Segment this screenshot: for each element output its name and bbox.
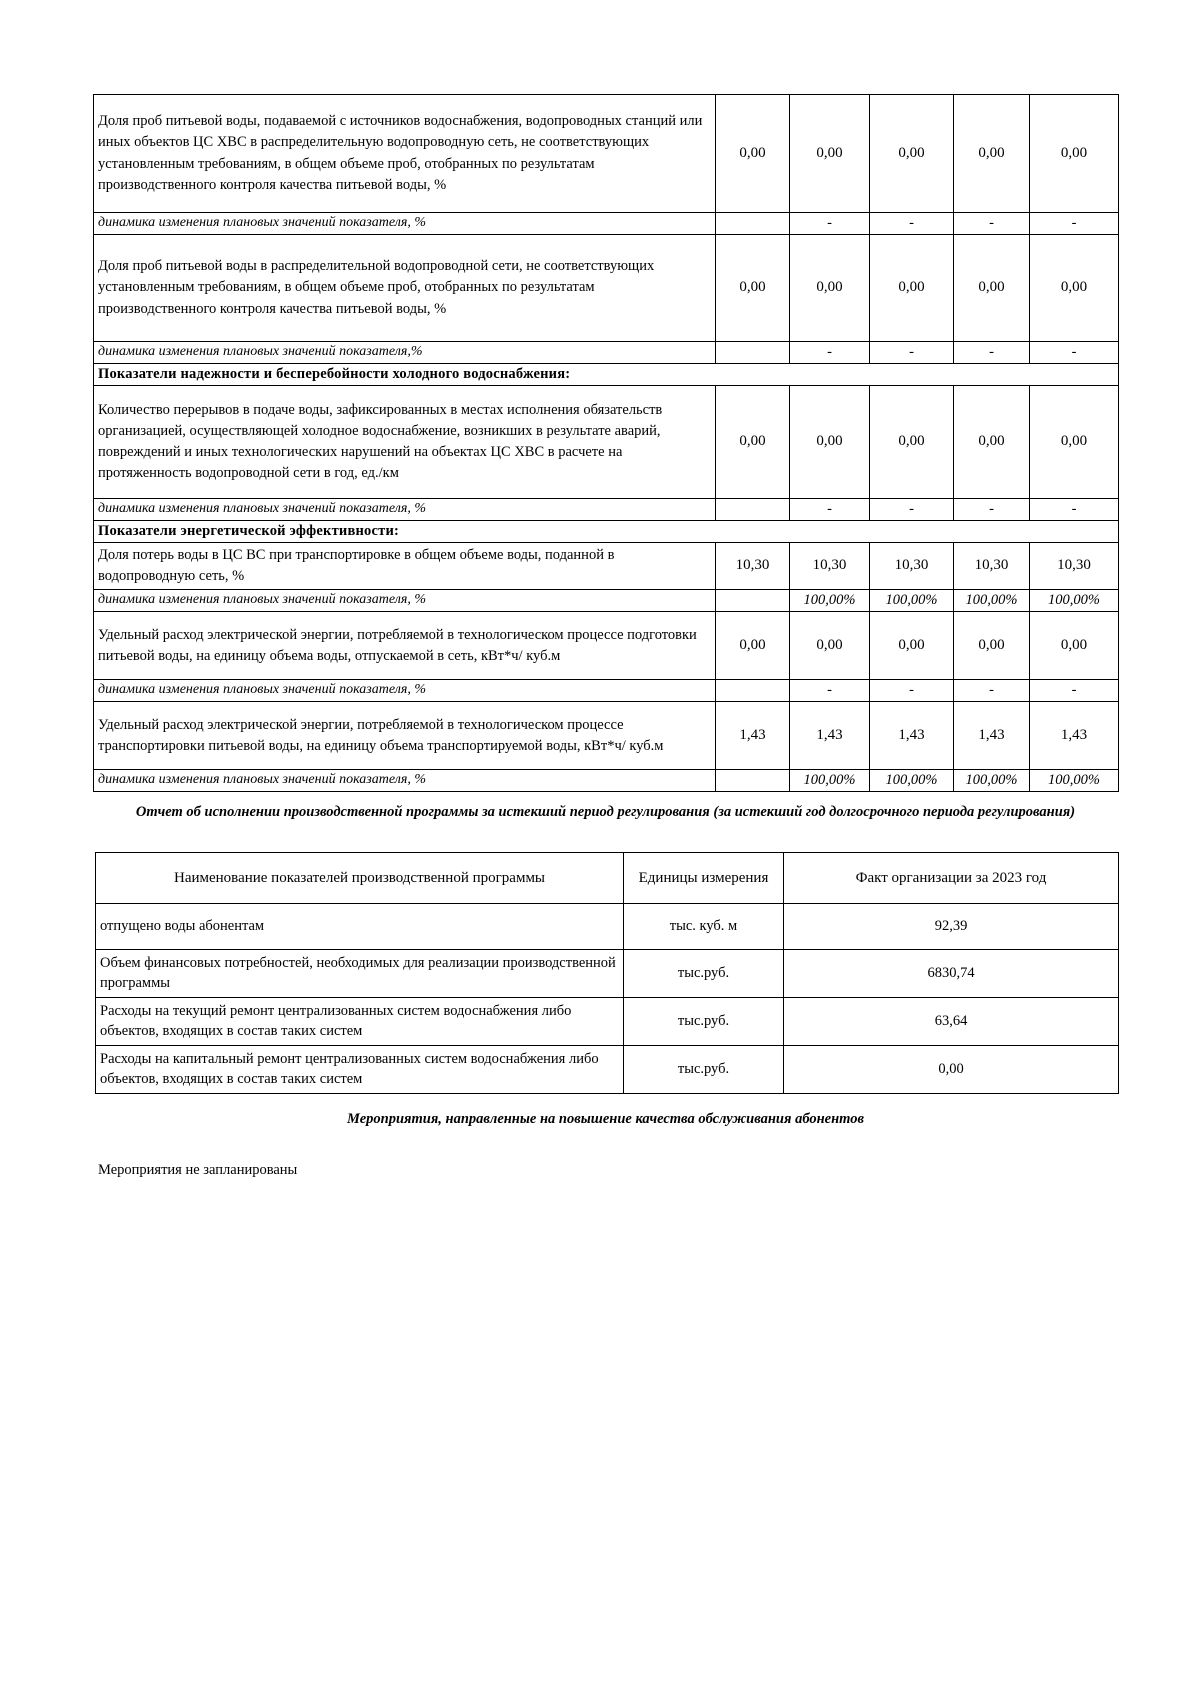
dynamics-value: -: [790, 213, 870, 235]
indicator-value: 0,00: [1030, 386, 1119, 499]
indicator-value: 10,30: [790, 543, 870, 590]
indicator-value: 0,00: [1030, 612, 1119, 680]
report-unit: тыс. куб. м: [624, 904, 784, 950]
report-fact-value: 6830,74: [784, 950, 1119, 998]
report-indicator-name: Расходы на капитальный ремонт централизованных систем водоснабжения либо объектов, входящих в состав таких систем: [96, 1046, 624, 1094]
indicator-value: 0,00: [954, 386, 1030, 499]
dynamics-value: -: [1030, 680, 1119, 702]
indicator-value: 1,43: [716, 702, 790, 770]
indicator-value: 10,30: [716, 543, 790, 590]
indicator-label: Доля потерь воды в ЦС ВС при транспортировке в общем объеме воды, поданной в водопроводную сеть, %: [94, 543, 716, 590]
dynamics-value: [716, 770, 790, 792]
indicator-value: 0,00: [716, 95, 790, 213]
table-row: [94, 770, 1119, 792]
indicator-value: 0,00: [954, 95, 1030, 213]
table-row: [96, 904, 1119, 950]
indicator-label: Доля проб питьевой воды, подаваемой с источников водоснабжения, водопроводных станций или иных объектов ЦС ХВС в распределительную водопроводную сеть, не соответствующих установленным требованиям, в общем объеме проб, отобранных по результатам производственного контроля качества питьевой воды, %: [94, 95, 716, 213]
dynamics-value: [716, 680, 790, 702]
report-table: [95, 852, 1119, 1094]
indicator-value: 0,00: [954, 235, 1030, 342]
table-row: [94, 342, 1119, 364]
dynamics-value: 100,00%: [954, 590, 1030, 612]
dynamics-value: [716, 590, 790, 612]
table-row: [94, 680, 1119, 702]
indicator-value: 10,30: [870, 543, 954, 590]
section-row: [94, 521, 1119, 543]
column-header: Единицы измерения: [624, 853, 784, 904]
table-row: [94, 235, 1119, 342]
indicator-value: 0,00: [870, 235, 954, 342]
report-title: Отчет об исполнении производственной программы за истекший период регулирования (за истекший год долгосрочного периода регулирования): [135, 804, 1076, 820]
dynamics-value: -: [870, 342, 954, 364]
dynamics-value: -: [870, 680, 954, 702]
dynamics-value: 100,00%: [954, 770, 1030, 792]
report-unit: тыс.руб.: [624, 1046, 784, 1094]
report-fact-value: 63,64: [784, 998, 1119, 1046]
indicator-value: 10,30: [1030, 543, 1119, 590]
dynamics-label: динамика изменения плановых значений показателя,%: [94, 342, 716, 364]
dynamics-value: -: [1030, 499, 1119, 521]
report-indicator-name: Объем финансовых потребностей, необходимых для реализации производственной программы: [96, 950, 624, 998]
dynamics-value: -: [790, 680, 870, 702]
column-header: Факт организации за 2023 год: [784, 853, 1119, 904]
dynamics-value: [716, 342, 790, 364]
indicator-value: 0,00: [870, 386, 954, 499]
dynamics-value: 100,00%: [870, 590, 954, 612]
dynamics-value: -: [954, 213, 1030, 235]
table-row: [94, 612, 1119, 680]
indicator-value: 0,00: [790, 235, 870, 342]
indicators-table: [93, 94, 1119, 792]
indicator-value: 0,00: [1030, 235, 1119, 342]
indicator-label: Доля проб питьевой воды в распределительной водопроводной сети, не соответствующих установленным требованиям, в общем объеме проб, отобранных по результатам производственного контроля качества питьевой воды, %: [94, 235, 716, 342]
indicator-value: 0,00: [716, 386, 790, 499]
indicator-label: Удельный расход электрической энергии, потребляемой в технологическом процессе подготовки питьевой воды, на единицу объема воды, отпускаемой в сеть, кВт*ч/ куб.м: [94, 612, 716, 680]
indicator-value: 0,00: [790, 95, 870, 213]
report-indicator-name: отпущено воды абонентам: [96, 904, 624, 950]
table-row: [94, 702, 1119, 770]
table-row: [96, 998, 1119, 1046]
table-row: [94, 590, 1119, 612]
report-indicator-name: Расходы на текущий ремонт централизованных систем водоснабжения либо объектов, входящих в состав таких систем: [96, 998, 624, 1046]
dynamics-value: -: [954, 680, 1030, 702]
column-header: Наименование показателей производственной программы: [96, 853, 624, 904]
report-fact-value: 0,00: [784, 1046, 1119, 1094]
dynamics-value: -: [954, 342, 1030, 364]
section-row: [94, 364, 1119, 386]
dynamics-value: -: [1030, 342, 1119, 364]
indicator-value: 1,43: [1030, 702, 1119, 770]
indicator-value: 0,00: [954, 612, 1030, 680]
dynamics-label: динамика изменения плановых значений показателя, %: [94, 499, 716, 521]
dynamics-label: динамика изменения плановых значений показателя, %: [94, 213, 716, 235]
dynamics-label: динамика изменения плановых значений показателя, %: [94, 590, 716, 612]
measures-title: Мероприятия, направленные на повышение качества обслуживания абонентов: [347, 1111, 864, 1127]
table-row: [94, 95, 1119, 213]
section-heading: Показатели надежности и бесперебойности холодного водоснабжения:: [94, 364, 1119, 386]
dynamics-label: динамика изменения плановых значений показателя, %: [94, 680, 716, 702]
table-row: [94, 213, 1119, 235]
indicator-value: 1,43: [790, 702, 870, 770]
dynamics-value: -: [790, 342, 870, 364]
dynamics-value: -: [790, 499, 870, 521]
dynamics-value: -: [870, 499, 954, 521]
indicator-value: 0,00: [870, 612, 954, 680]
indicator-value: 1,43: [954, 702, 1030, 770]
indicator-value: 1,43: [870, 702, 954, 770]
dynamics-value: [716, 213, 790, 235]
indicator-value: 10,30: [954, 543, 1030, 590]
section-heading: Показатели энергетической эффективности:: [94, 521, 1119, 543]
measures-text: Мероприятия не запланированы: [98, 1162, 298, 1178]
table-row: [94, 499, 1119, 521]
report-unit: тыс.руб.: [624, 950, 784, 998]
indicator-value: 0,00: [1030, 95, 1119, 213]
table-header-row: [96, 853, 1119, 904]
indicator-value: 0,00: [790, 386, 870, 499]
dynamics-value: 100,00%: [1030, 770, 1119, 792]
table-row: [96, 1046, 1119, 1094]
dynamics-value: 100,00%: [1030, 590, 1119, 612]
table-row: [96, 950, 1119, 998]
dynamics-value: -: [1030, 213, 1119, 235]
report-unit: тыс.руб.: [624, 998, 784, 1046]
indicator-value: 0,00: [870, 95, 954, 213]
indicator-value: 0,00: [716, 612, 790, 680]
dynamics-value: 100,00%: [870, 770, 954, 792]
indicator-label: Количество перерывов в подаче воды, зафиксированных в местах исполнения обязательств организацией, осуществляющей холодное водоснабжение, возникших в результате аварий, повреждений и иных технологических нарушений на объектах ЦС ХВС в расчете на протяженность водопроводной сети в год, ед./км: [94, 386, 716, 499]
dynamics-value: 100,00%: [790, 770, 870, 792]
dynamics-value: -: [870, 213, 954, 235]
dynamics-value: -: [954, 499, 1030, 521]
table-row: [94, 543, 1119, 590]
table-row: [94, 386, 1119, 499]
indicator-value: 0,00: [790, 612, 870, 680]
dynamics-value: 100,00%: [790, 590, 870, 612]
dynamics-value: [716, 499, 790, 521]
indicator-value: 0,00: [716, 235, 790, 342]
dynamics-label: динамика изменения плановых значений показателя, %: [94, 770, 716, 792]
report-fact-value: 92,39: [784, 904, 1119, 950]
indicator-label: Удельный расход электрической энергии, потребляемой в технологическом процессе транспортировки питьевой воды, на единицу объема транспортируемой воды, кВт*ч/ куб.м: [94, 702, 716, 770]
